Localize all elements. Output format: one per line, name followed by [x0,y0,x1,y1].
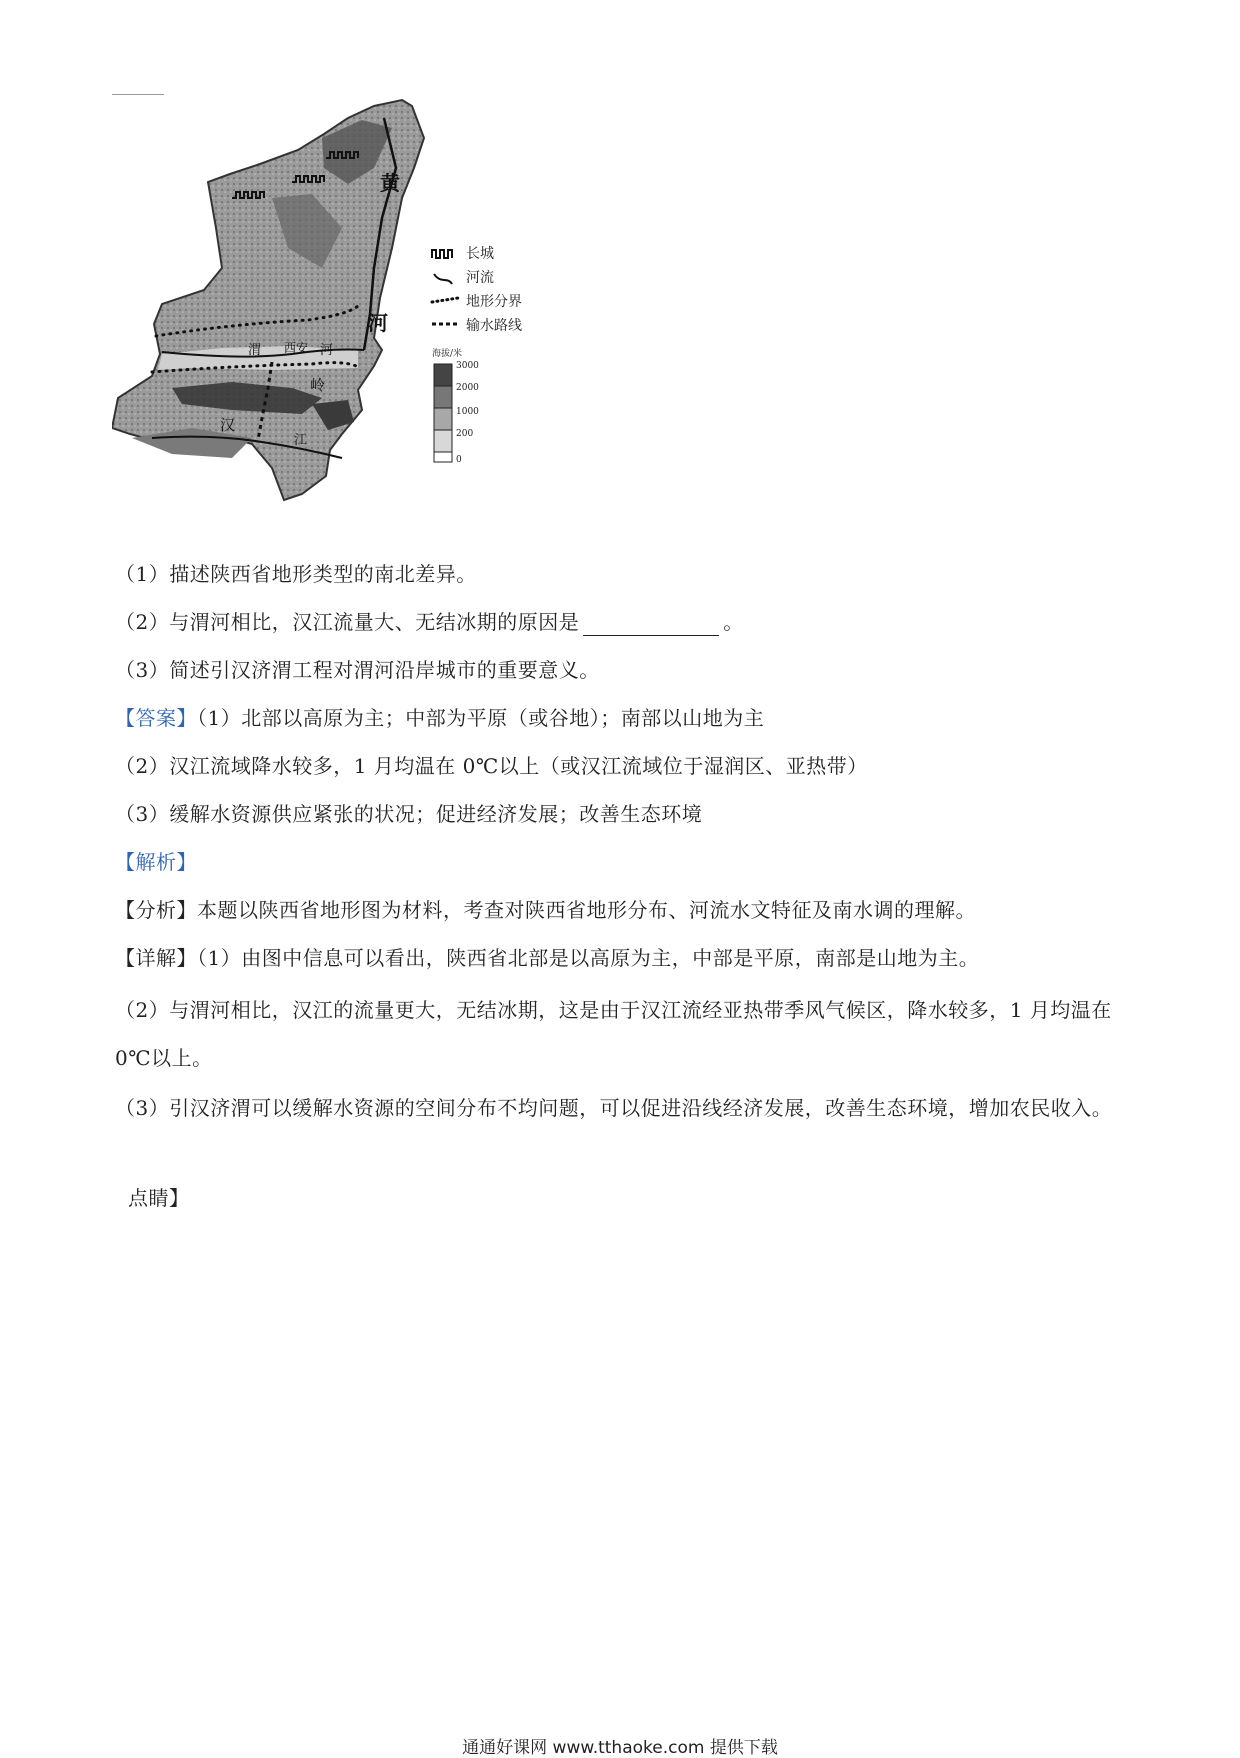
elev-tick-3000: 3000 [456,361,479,371]
analysis-xiangjie-2: （2）与渭河相比，汉江的流量更大，无结冰期，这是由于汉江流经亚热带季风气候区，降水较多，1 月均温在 0℃以上。 [115,998,1112,1070]
label-xian: 西安 [284,341,309,355]
answer-1 [115,704,764,732]
page-footer: 通通好课网 www.tthaoke.com 提供下载 [462,1738,778,1758]
elev-tick-200: 200 [456,429,474,439]
elev-tick-1000: 1000 [456,407,479,417]
map-legend [432,246,522,465]
answer-blank [583,615,719,636]
legend-great-wall: 长城 [466,246,494,262]
analysis-xiangjie-3: （3）引汉济渭可以缓解水资源的空间分布不均问题，可以促进沿线经济发展，改善生态环境，增加农民收入。 [115,1096,1113,1120]
legend-river: 河流 [466,270,494,286]
question-2 [115,608,744,636]
answer-tag: 【答案】 [115,706,197,730]
label-ling: 岭 [310,376,326,394]
dianjing-tag: 点睛】 [128,1186,190,1210]
label-he: 河 [368,311,388,335]
legend-terrain-boundary: 地形分界 [466,294,522,310]
shaanxi-terrain-map [112,98,592,518]
analysis-xiangjie-1 [115,944,979,972]
label-huang: 黄 [380,171,400,195]
boundary-icon [432,298,458,302]
answer-3: （3）缓解水资源供应紧张的状况；促进经济发展；改善生态环境 [115,802,703,826]
label-han: 汉 [220,416,236,434]
question-3: （3）简述引汉济渭工程对渭河沿岸城市的重要意义。 [115,658,600,682]
fenxi-tag: 【分析】 [115,898,197,922]
river-icon [434,274,452,284]
analysis-tag: 【解析】 [115,850,197,874]
elev-tick-2000: 2000 [456,383,479,393]
analysis-fenxi [115,896,976,924]
header-rule [112,94,164,95]
legend-water-route: 输水路线 [466,318,522,334]
question-1: （1）描述陕西省地形类型的南北差异。 [115,562,477,586]
answer-1-text: （1）北部以高原为主；中部为平原（或谷地）；南部以山地为主 [197,706,765,730]
xiangjie-tag: 【详解】 [115,946,197,970]
label-jiang: 江 [294,433,308,448]
answer-2: （2）汉江流域降水较多，1 月均温在 0℃以上（或汉江流域位于湿润区、亚热带） [115,754,868,778]
label-wei: 渭 [248,343,262,358]
question-2-end: 。 [723,610,744,634]
legend-elevation-title: 海拔/米 [432,349,463,359]
question-2-text: （2）与渭河相比，汉江流量大、无结冰期的原因是 [115,610,580,634]
fenxi-text: 本题以陕西省地形图为材料，考查对陕西省地形分布、河流水文特征及南水调的理解。 [197,898,976,922]
label-wei-he: 河 [320,343,334,358]
xiangjie-1-text: （1）由图中信息可以看出，陕西省北部是以高原为主，中部是平原，南部是山地为主。 [197,946,980,970]
great-wall-icon [432,250,452,258]
elev-tick-0: 0 [456,455,462,465]
